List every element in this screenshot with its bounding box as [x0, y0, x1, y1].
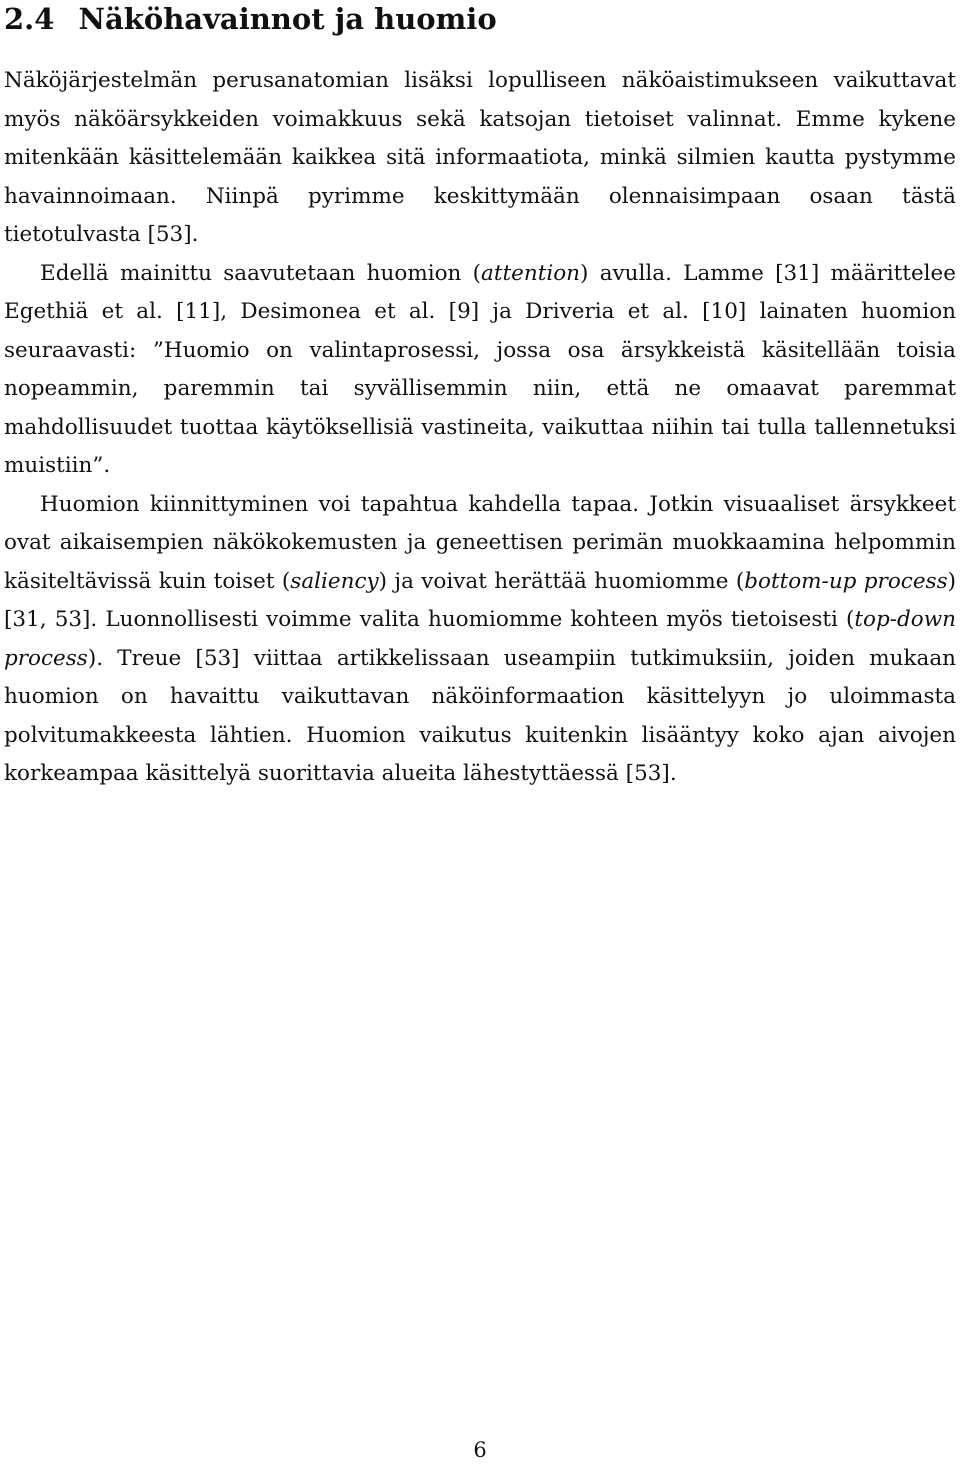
paragraph-3-text-g: ). Treue [53] viittaa artikkelissaan useampiin tutkimuksiin, joiden mukaan huomion on havaittu vaikuttavan näköinformaation käsittelyyn jo uloimmasta polvitumakkeesta lähtien. Huomion vaikutus kuitenkin lisääntyy koko ajan aivojen korkeampaa käsittelyä suorittavia alueita lähestyttäessä [53]. [4, 645, 956, 786]
term-attention: attention [481, 260, 581, 286]
section-title: Näköhavainnot ja huomio [78, 2, 497, 36]
term-bottom-up-process: bottom-up process [744, 568, 948, 594]
term-top-down-process: top-down process [4, 607, 956, 671]
paragraph-3-text-a: Huomion kiinnittyminen voi tapahtua kahdella tapaa. Jotkin visuaaliset ärsykkeet ovat aikaisempien näkökokemusten ja geneettisen perimän muokkaamina helpommin käsiteltävissä kuin toiset ( [4, 491, 956, 594]
paragraph-3 [4, 486, 956, 794]
page-number: 6 [473, 1438, 487, 1462]
section-number: 2.4 [4, 2, 55, 36]
section-heading [4, 0, 956, 36]
paragraph-2-text-c: ) avulla. Lamme [31] määrittelee Egethiä et al. [11], Desimonea et al. [9] ja Driveria et al. [10] lainaten huomion seuraavasti: ”Huomio on valintaprosessi, jossa osa ärsykkeistä käsitellään toisia nopeammin, paremmin tai syvällisemmin niin, että ne omaavat paremmat mahdollisuudet tuottaa käytöksellisiä vastineita, vaikuttaa niihin tai tulla tallennetuksi muistiin”. [4, 260, 956, 478]
term-saliency: saliency [290, 568, 379, 594]
paragraph-3-text-c: ) ja voivat herättää huomiomme ( [378, 568, 745, 594]
paragraph-2-text-a: Edellä mainittu saavutetaan huomion ( [40, 260, 482, 286]
paragraph-1: Näköjärjestelmän perusanatomian lisäksi lopulliseen näköaistimukseen vaikuttavat myös näköärsykkeiden voimakkuus sekä katsojan tietoiset valinnat. Emme kykene mitenkään käsittelemään kaikkea sitä informaatiota, minkä silmien kautta pystymme havainnoimaan. Niinpä pyrimme keskittymään olennaisimpaan osaan tästä tietotulvasta [53]. [4, 68, 956, 247]
document-page [4, 0, 956, 794]
paragraph-3-text-e: ) [31, 53]. Luonnollisesti voimme valita huomiomme kohteen myös tietoisesti ( [4, 568, 956, 632]
paragraph-2 [4, 255, 956, 486]
